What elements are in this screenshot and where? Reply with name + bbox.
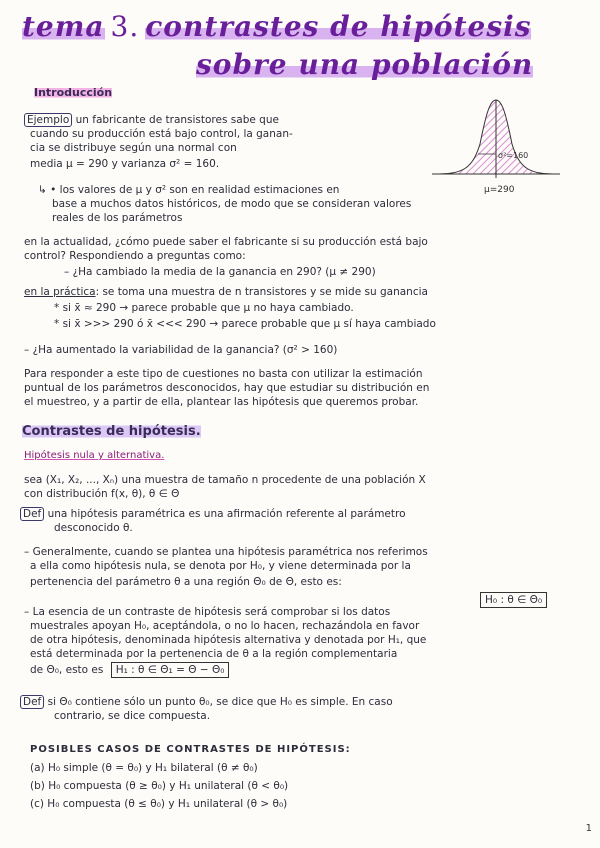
h1-box: H₁ : θ ∈ Θ₁ = Θ − Θ₀ [111, 662, 230, 678]
sigma-label: σ²=160 [498, 151, 529, 160]
def1-text-0: una hipótesis paramétrica es una afirmación referente al parámetro [47, 508, 406, 520]
case-c: (c) H₀ compuesta (θ ≤ θ₀) y H₁ unilateral (θ > θ₀) [30, 798, 288, 810]
closing-line-1: puntual de los parámetros desconocidos, hay que estudiar su distribución en [24, 382, 430, 394]
case-a: (a) H₀ simple (θ = θ₀) y H₁ bilateral (θ ≠ θ₀) [30, 762, 258, 774]
h0-box: H₀ : θ ∈ Θ₀ [480, 592, 547, 608]
sample-line-0: sea (X₁, X₂, ..., Xₙ) una muestra de tamaño n procedente de una población X [24, 474, 426, 486]
practice-label: en la práctica [24, 286, 96, 298]
general-line-1: a ella como hipótesis nula, se denota por H₀, y viene determinada por la [30, 560, 411, 572]
def1-line-0 [20, 508, 406, 520]
page-number: 1 [585, 823, 592, 834]
practice-line-3: – ¿Ha aumentado la variabilidad de la ganancia? (σ² > 160) [24, 344, 338, 356]
page-title-line1 [22, 10, 531, 43]
question-line-2: – ¿Ha cambiado la media de la ganancia en 290? (μ ≠ 290) [64, 266, 376, 278]
essence-line-4 [30, 664, 229, 676]
practice-line-1: * si x̄ ≈ 290 → parece probable que μ no haya cambiado. [54, 302, 354, 314]
closing-line-2: el muestreo, y a partir de ella, plantear las hipótesis que queremos probar. [24, 396, 419, 408]
example-line-3: media μ = 290 y varianza σ² = 160. [30, 158, 220, 170]
case-b: (b) H₀ compuesta (θ ≥ θ₀) y H₁ unilateral (θ < θ₀) [30, 780, 289, 792]
def1-line-1: desconocido θ. [54, 522, 133, 534]
essence-line-2: de otra hipótesis, denominada hipótesis alternativa y denotada por H₁, que [30, 634, 427, 646]
general-line-2: pertenencia del parámetro θ a una región Θ₀ de Θ, esto es: [30, 576, 342, 588]
practice-line-2: * si x̄ >>> 290 ó x̄ <<< 290 → parece probable que μ sí haya cambiado [54, 318, 436, 330]
def2-label: Def [20, 695, 44, 709]
mu-label: μ=290 [484, 185, 515, 195]
cases-heading: POSIBLES CASOS DE CONTRASTES DE HIPÓTESIS: [30, 744, 351, 755]
essence-text-4: de Θ₀, esto es [30, 664, 104, 676]
essence-line-0: – La esencia de un contraste de hipótesis será comprobar si los datos [24, 606, 391, 618]
example-label: Ejemplo [24, 113, 72, 127]
general-line-0: – Generalmente, cuando se plantea una hipótesis paramétrica nos referimos [24, 546, 428, 558]
contrasts-subheading: Hipótesis nula y alternativa. [24, 450, 165, 461]
practice-line-0 [24, 286, 428, 298]
title-word-tema: tema [22, 10, 105, 43]
def2-line-0 [20, 696, 393, 708]
title-text-poblacion: sobre una población [196, 48, 534, 81]
note-line-1: base a muchos datos históricos, de modo que se consideran valores [52, 198, 412, 210]
title-text-contrastes: contrastes de hipótesis [145, 10, 532, 43]
closing-line-0: Para responder a este tipo de cuestiones no basta con utilizar la estimación [24, 368, 423, 380]
example-line-0 [24, 114, 279, 126]
example-line-2: cia se distribuye según una normal con [30, 142, 237, 154]
def1-label: Def [20, 507, 44, 521]
example-text-0: un fabricante de transistores sabe que [75, 114, 279, 126]
title-number: 3. [110, 10, 140, 43]
essence-line-3: está determinada por la pertenencia de θ a la región complementaria [30, 648, 398, 660]
essence-line-1: muestrales apoyan H₀, aceptándola, o no lo hacen, rechazándola en favor [30, 620, 420, 632]
intro-heading: Introducción [34, 86, 113, 99]
contrasts-heading: Contrastes de hipótesis. [22, 424, 201, 439]
question-line-0: en la actualidad, ¿cómo puede saber el fabricante si su producción está bajo [24, 236, 428, 248]
note-line-2: reales de los parámetros [52, 212, 183, 224]
practice-text-0: : se toma una muestra de n transistores y se mide su ganancia [95, 286, 428, 298]
def2-line-1: contrario, se dice compuesta. [54, 710, 211, 722]
question-line-1: control? Respondiendo a preguntas como: [24, 250, 246, 262]
normal-distribution-figure [432, 94, 562, 204]
def2-text-0: si Θ₀ contiene sólo un punto θ₀, se dice que H₀ es simple. En caso [47, 696, 393, 708]
sample-line-1: con distribución f(x, θ), θ ∈ Θ [24, 488, 180, 500]
example-line-1: cuando su producción está bajo control, la ganan- [30, 128, 293, 140]
page-title-line2 [196, 48, 533, 81]
note-line-0: ↳ • los valores de μ y σ² son en realidad estimaciones en [38, 184, 340, 196]
